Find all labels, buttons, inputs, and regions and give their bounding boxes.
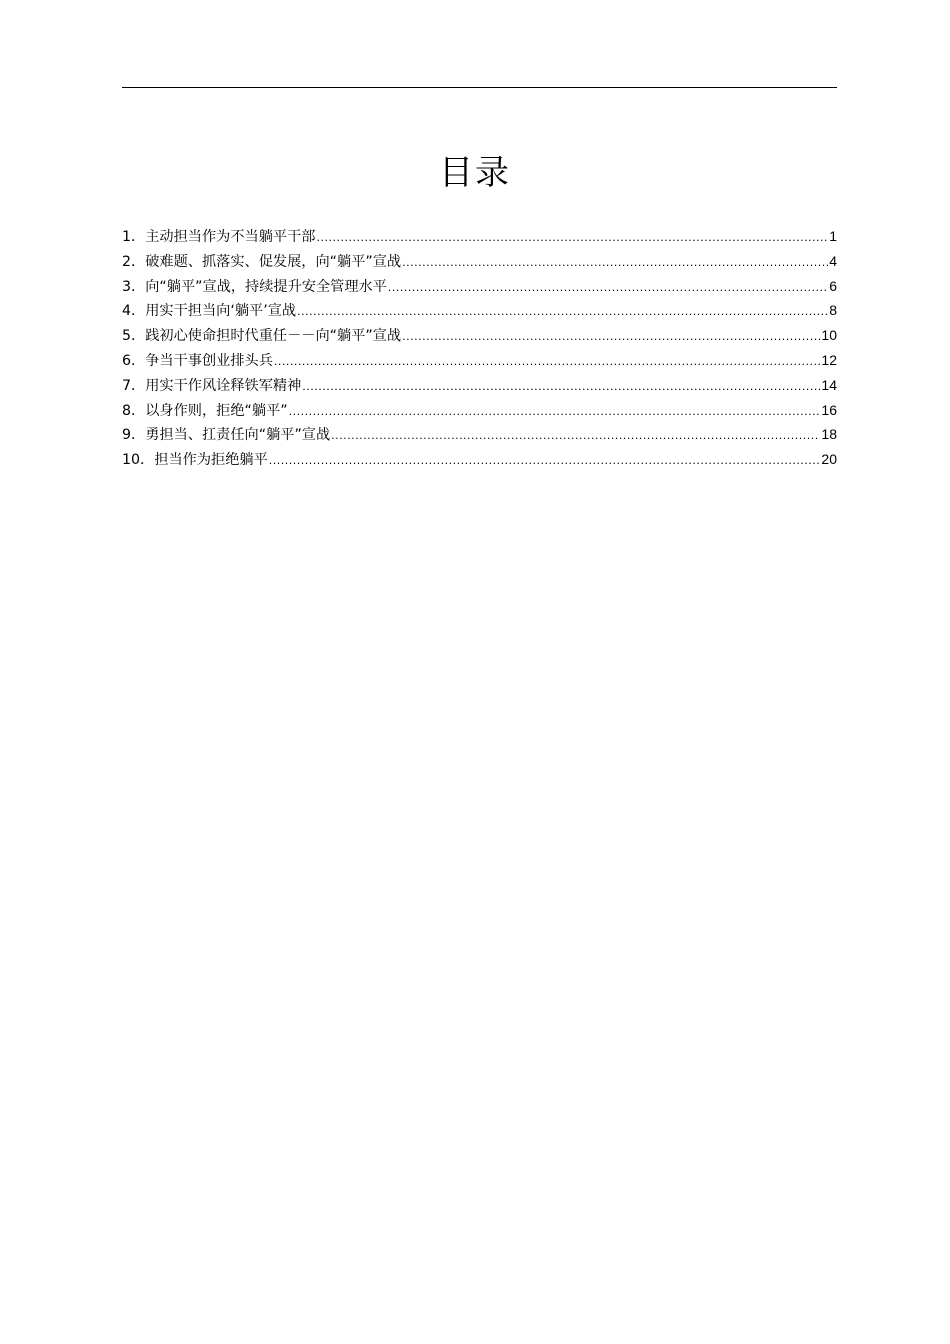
toc-entry-title: 用实干作风诠释铁军精神	[145, 377, 302, 394]
header-rule	[122, 87, 837, 88]
toc-entry[interactable]	[122, 224, 837, 249]
toc-entry[interactable]	[122, 398, 837, 423]
toc-entry-number: 3．	[122, 278, 146, 295]
toc-entry-title: 勇担当、扛责任向“躺平”宣战	[145, 427, 331, 444]
toc-entry-title: 破难题、抓落实、促发展，向“躺平”宣战	[145, 253, 402, 270]
toc-entry-number: 8．	[122, 402, 146, 419]
toc-entry[interactable]	[122, 348, 837, 373]
toc-entry-title: 向“躺平”宣战，持续提升安全管理水平	[145, 278, 387, 295]
toc-entry[interactable]	[122, 323, 837, 348]
toc-entry[interactable]	[122, 447, 837, 472]
toc-dot-leader	[331, 424, 820, 449]
toc-entry-page: 14	[821, 376, 837, 393]
toc-entry-title: 以身作则，拒绝“躺平”	[145, 402, 288, 419]
toc-entry-page: 1	[829, 228, 837, 244]
toc-entry[interactable]	[122, 422, 837, 447]
toc-entry-number: 6．	[122, 352, 146, 369]
toc-entry-page: 16	[821, 401, 837, 418]
toc-entry-number: 1．	[122, 229, 146, 245]
toc-dot-leader	[269, 449, 821, 474]
toc-entry[interactable]	[122, 298, 837, 323]
toc-dot-leader	[388, 276, 828, 301]
toc-entry-page: 4	[829, 252, 837, 269]
toc-entry-title: 担当作为拒绝躺平	[154, 452, 268, 469]
toc-dot-leader	[289, 400, 821, 425]
toc-entry-number: 7．	[122, 377, 146, 394]
table-of-contents	[122, 224, 837, 472]
toc-dot-leader	[402, 325, 820, 350]
toc-entry[interactable]	[122, 373, 837, 398]
toc-entry-page: 12	[821, 351, 837, 368]
toc-entry-page: 10	[821, 327, 837, 344]
toc-entry-number: 9．	[122, 427, 146, 444]
toc-entry-number: 4．	[122, 303, 146, 320]
toc-entry-number: 5．	[122, 328, 146, 345]
toc-dot-leader	[274, 350, 821, 375]
toc-dot-leader	[297, 300, 828, 325]
toc-dot-leader	[302, 375, 820, 400]
toc-dot-leader	[316, 226, 828, 251]
toc-entry-title: 主动担当作为不当躺平干部	[145, 229, 316, 245]
toc-entry-title: 争当干事创业排头兵	[145, 352, 273, 369]
toc-entry-title: 践初心使命担时代重任－－向“躺平”宣战	[145, 328, 402, 345]
toc-entry-title: 用实干担当向‘躺平’宣战	[145, 303, 297, 320]
toc-entry-page: 18	[821, 426, 837, 443]
toc-entry-number: 2．	[122, 253, 146, 270]
toc-dot-leader	[402, 251, 828, 276]
toc-entry[interactable]	[122, 274, 837, 299]
toc-entry[interactable]	[122, 249, 837, 274]
toc-title: 目录	[439, 153, 511, 193]
toc-entry-number: 10．	[122, 452, 155, 469]
toc-entry-page: 8	[829, 302, 837, 319]
toc-entry-page: 6	[829, 277, 837, 294]
toc-entry-page: 20	[821, 451, 837, 468]
